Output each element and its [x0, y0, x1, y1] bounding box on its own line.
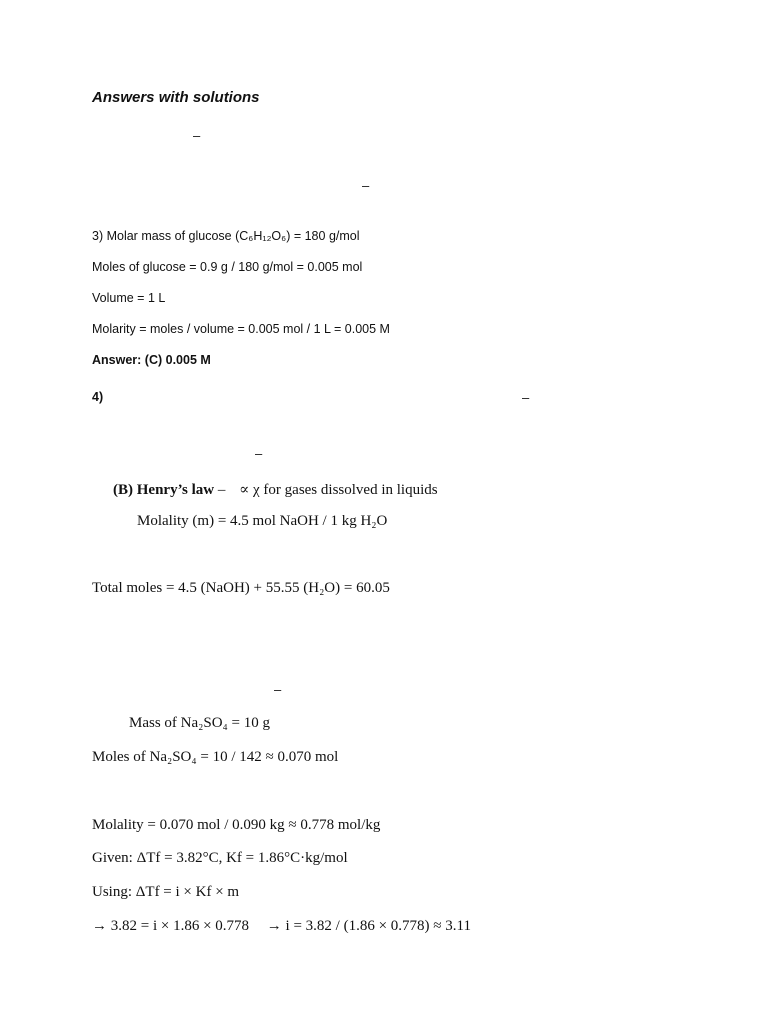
- q4-label: 4): [92, 390, 104, 404]
- dash-mark: –: [274, 682, 282, 697]
- q3-answer: Answer: (C) 0.005 M: [92, 353, 211, 367]
- q4-henry-law-line: [113, 480, 438, 499]
- dash-mark: –: [255, 446, 263, 461]
- q6-moles-line: Moles of Na₂SO₄ = 10 / 142 ≈ 0.070 mol: [92, 749, 339, 765]
- q3-molar-mass-line: 3) Molar mass of glucose (C₆H₁₂O₆) = 180 g/mol: [92, 229, 360, 243]
- q5-total-moles-line: Total moles = 4.5 (NaOH) + 55.55 (H₂O) = 60.05: [92, 580, 390, 596]
- q3-moles-line: Moles of glucose = 0.9 g / 180 g/mol = 0.005 mol: [92, 260, 363, 274]
- q6-result-equation: → 3.82 = i × 1.86 × 0.778: [92, 918, 250, 934]
- henry-law-dash: –: [217, 482, 226, 498]
- henry-law-label: (B) Henry’s law: [113, 482, 215, 498]
- q6-result-line: [92, 918, 471, 935]
- q3-volume-line: Volume = 1 L: [92, 291, 166, 305]
- dash-mark: –: [193, 128, 201, 143]
- q6-mass-line: Mass of Na₂SO₄ = 10 g: [129, 715, 270, 731]
- q6-given-line: Given: ΔTf = 3.82°C, Kf = 1.86°C·kg/mol: [92, 850, 348, 866]
- q5-molality-line: Molality (m) = 4.5 mol NaOH / 1 kg H₂O: [137, 513, 388, 529]
- q6-using-line: Using: ΔTf = i × Kf × m: [92, 884, 240, 900]
- q3-molarity-line: Molarity = moles / volume = 0.005 mol / 1 L = 0.005 M: [92, 322, 390, 336]
- page-heading: Answers with solutions: [92, 89, 260, 106]
- dash-mark: –: [362, 178, 370, 193]
- dash-mark: –: [522, 390, 530, 405]
- q6-molality-line: Molality = 0.070 mol / 0.090 kg ≈ 0.778 mol/kg: [92, 817, 381, 833]
- henry-law-statement: ∝ χ for gases dissolved in liquids: [239, 482, 438, 498]
- q6-result-value: → i = 3.82 / (1.86 × 0.778) ≈ 3.11: [266, 918, 471, 934]
